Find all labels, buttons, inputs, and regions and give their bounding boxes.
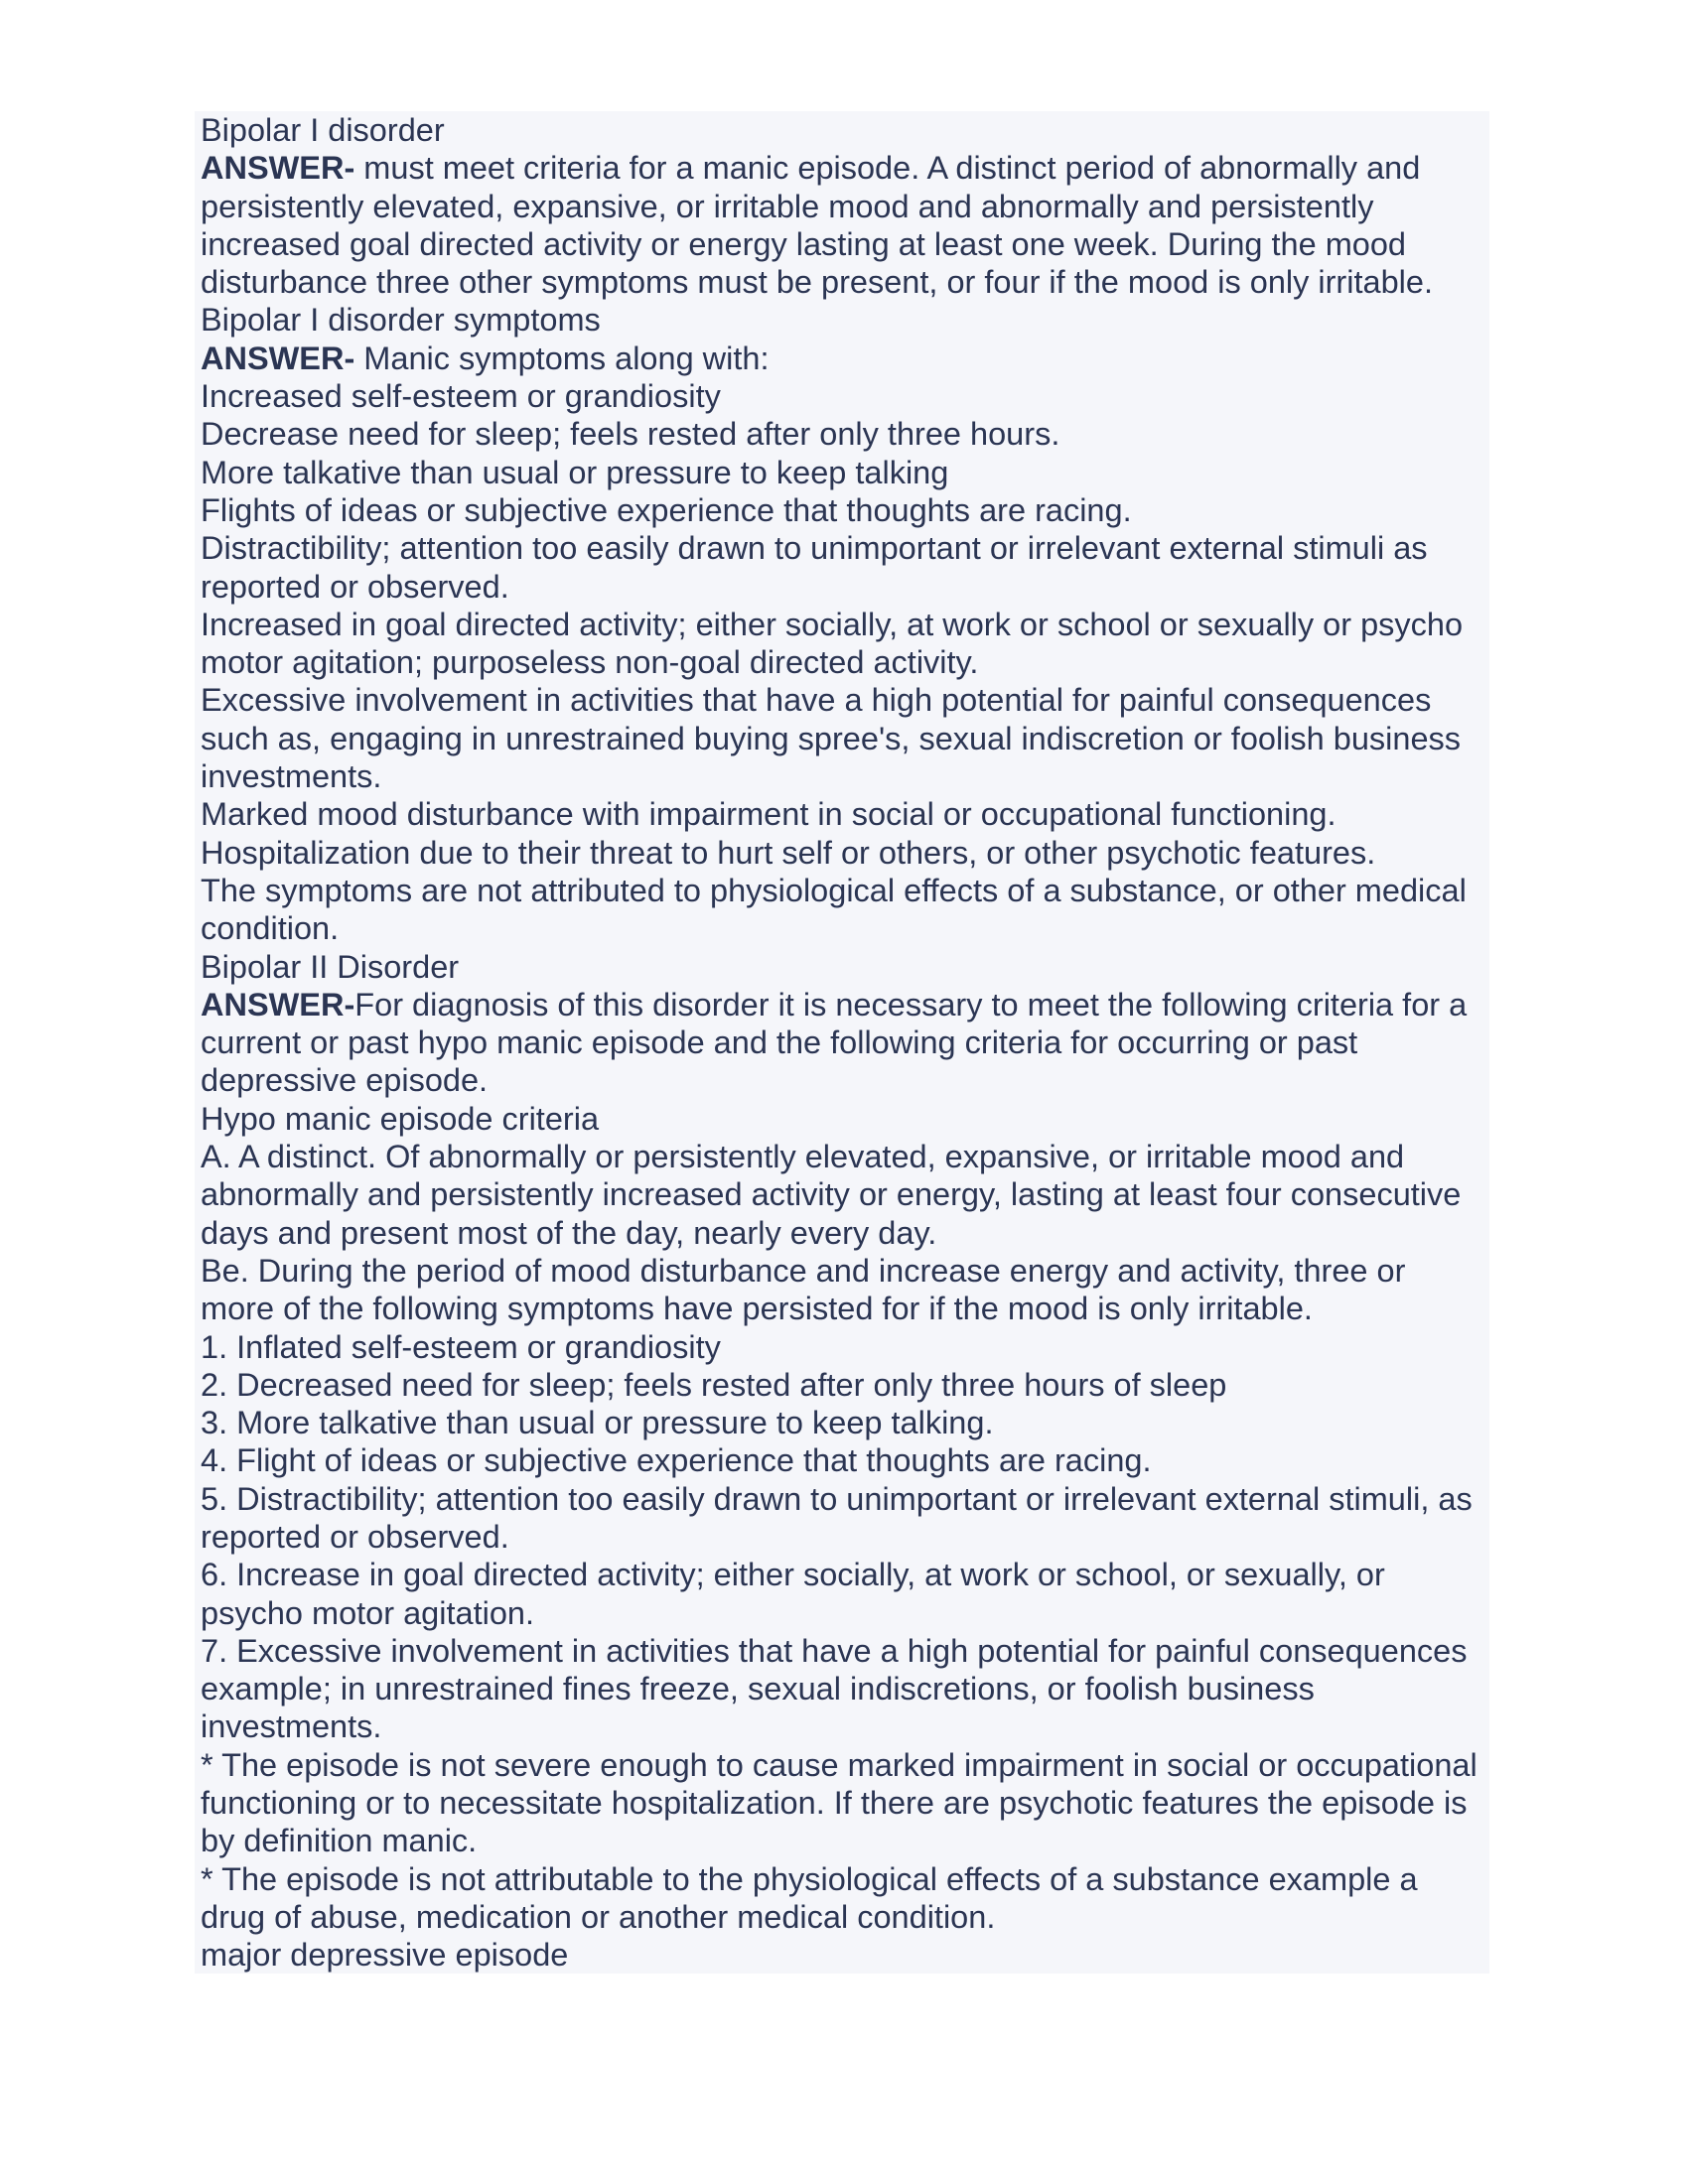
criteria-line: A. A distinct. Of abnormally or persistently elevated, expansive, or irritable mood and abnormally and persistently increased activity or energy, lasting at least four consecutive days and present most of the day, nearly every day. xyxy=(201,1139,1471,1251)
answer-bipolar-1-symptoms xyxy=(201,340,1481,377)
numbered-symptom: 2. Decreased need for sleep; feels rested after only three hours of sleep xyxy=(201,1366,1227,1403)
question-major-depressive: major depressive episode xyxy=(201,1937,569,1974)
symptom-line: Distractibility; attention too easily drawn to unimportant or irrelevant external stimuli as reported or observed. xyxy=(201,530,1437,605)
symptom-line: The symptoms are not attributed to physiological effects of a substance, or other medical condition. xyxy=(201,872,1476,947)
symptom-line: Hospitalization due to their threat to hurt self or others, or other psychotic features. xyxy=(201,834,1376,871)
symptom-line: More talkative than usual or pressure to keep talking xyxy=(201,454,949,490)
numbered-symptom: 5. Distractibility; attention too easily drawn to unimportant or irrelevant external stimuli, as reported or observed. xyxy=(201,1480,1481,1555)
answer-text: must meet criteria for a manic episode. A distinct period of abnormally and persistently elevated, expansive, or irritable mood and abnormally and persistently increased goal directed activity or energy lasting at least one week. During the mood disturbance three other symptoms must be present, or four if the mood is only irritable. xyxy=(201,150,1433,301)
answer-label: ANSWER- xyxy=(201,150,355,187)
hypomanic-criteria-heading: Hypo manic episode criteria xyxy=(201,1100,600,1137)
answer-bipolar-1 xyxy=(201,149,1481,301)
symptom-line: Marked mood disturbance with impairment in social or occupational functioning. xyxy=(201,796,1336,833)
answer-text: For diagnosis of this disorder it is necessary to meet the following criteria for a current or past hypo manic episode and the following criteria for occurring or past depressive episode. xyxy=(201,986,1477,1099)
answer-bipolar-2 xyxy=(201,986,1481,1100)
symptom-line: Decrease need for sleep; feels rested after only three hours. xyxy=(201,416,1060,453)
numbered-symptom: 6. Increase in goal directed activity; either socially, at work or school, or sexually, or psycho motor agitation. xyxy=(201,1557,1394,1631)
numbered-symptom: 1. Inflated self-esteem or grandiosity xyxy=(201,1328,721,1365)
answer-label: ANSWER- xyxy=(201,986,355,1023)
question-bipolar-2: Bipolar II Disorder xyxy=(201,948,460,985)
answer-text: Manic symptoms along with: xyxy=(354,340,770,376)
document-body xyxy=(195,111,1489,1974)
criteria-note: * The episode is not attributable to the physiological effects of a substance example a drug of abuse, medication or another medical condition. xyxy=(201,1860,1427,1935)
symptom-line: Increased self-esteem or grandiosity xyxy=(201,378,721,415)
criteria-line: Be. During the period of mood disturbance and increase energy and activity, three or more of the following symptoms have persisted for if the mood is only irritable. xyxy=(201,1252,1415,1327)
numbered-symptom: 7. Excessive involvement in activities that have a high potential for painful consequences example; in unrestrained fines freeze, sexual indiscretions, or foolish business investments. xyxy=(201,1632,1477,1745)
question-bipolar-1: Bipolar I disorder xyxy=(201,112,445,148)
criteria-note: * The episode is not severe enough to cause marked impairment in social or occupational functioning or to necessitate hospitalization. If there are psychotic features the episode is by definition manic. xyxy=(201,1746,1486,1859)
symptom-line: Excessive involvement in activities that have a high potential for painful consequences such as, engaging in unrestrained buying spree's, sexual indiscretion or foolish business investments. xyxy=(201,682,1471,795)
question-bipolar-1-symptoms: Bipolar I disorder symptoms xyxy=(201,302,601,339)
numbered-symptom: 3. More talkative than usual or pressure to keep talking. xyxy=(201,1405,994,1441)
symptom-line: Flights of ideas or subjective experience that thoughts are racing. xyxy=(201,491,1132,528)
answer-label: ANSWER- xyxy=(201,340,355,376)
numbered-symptom: 4. Flight of ideas or subjective experience that thoughts are racing. xyxy=(201,1442,1152,1479)
symptom-line: Increased in goal directed activity; either socially, at work or school or sexually or psycho motor agitation; purposeless non-goal directed activity. xyxy=(201,606,1473,681)
